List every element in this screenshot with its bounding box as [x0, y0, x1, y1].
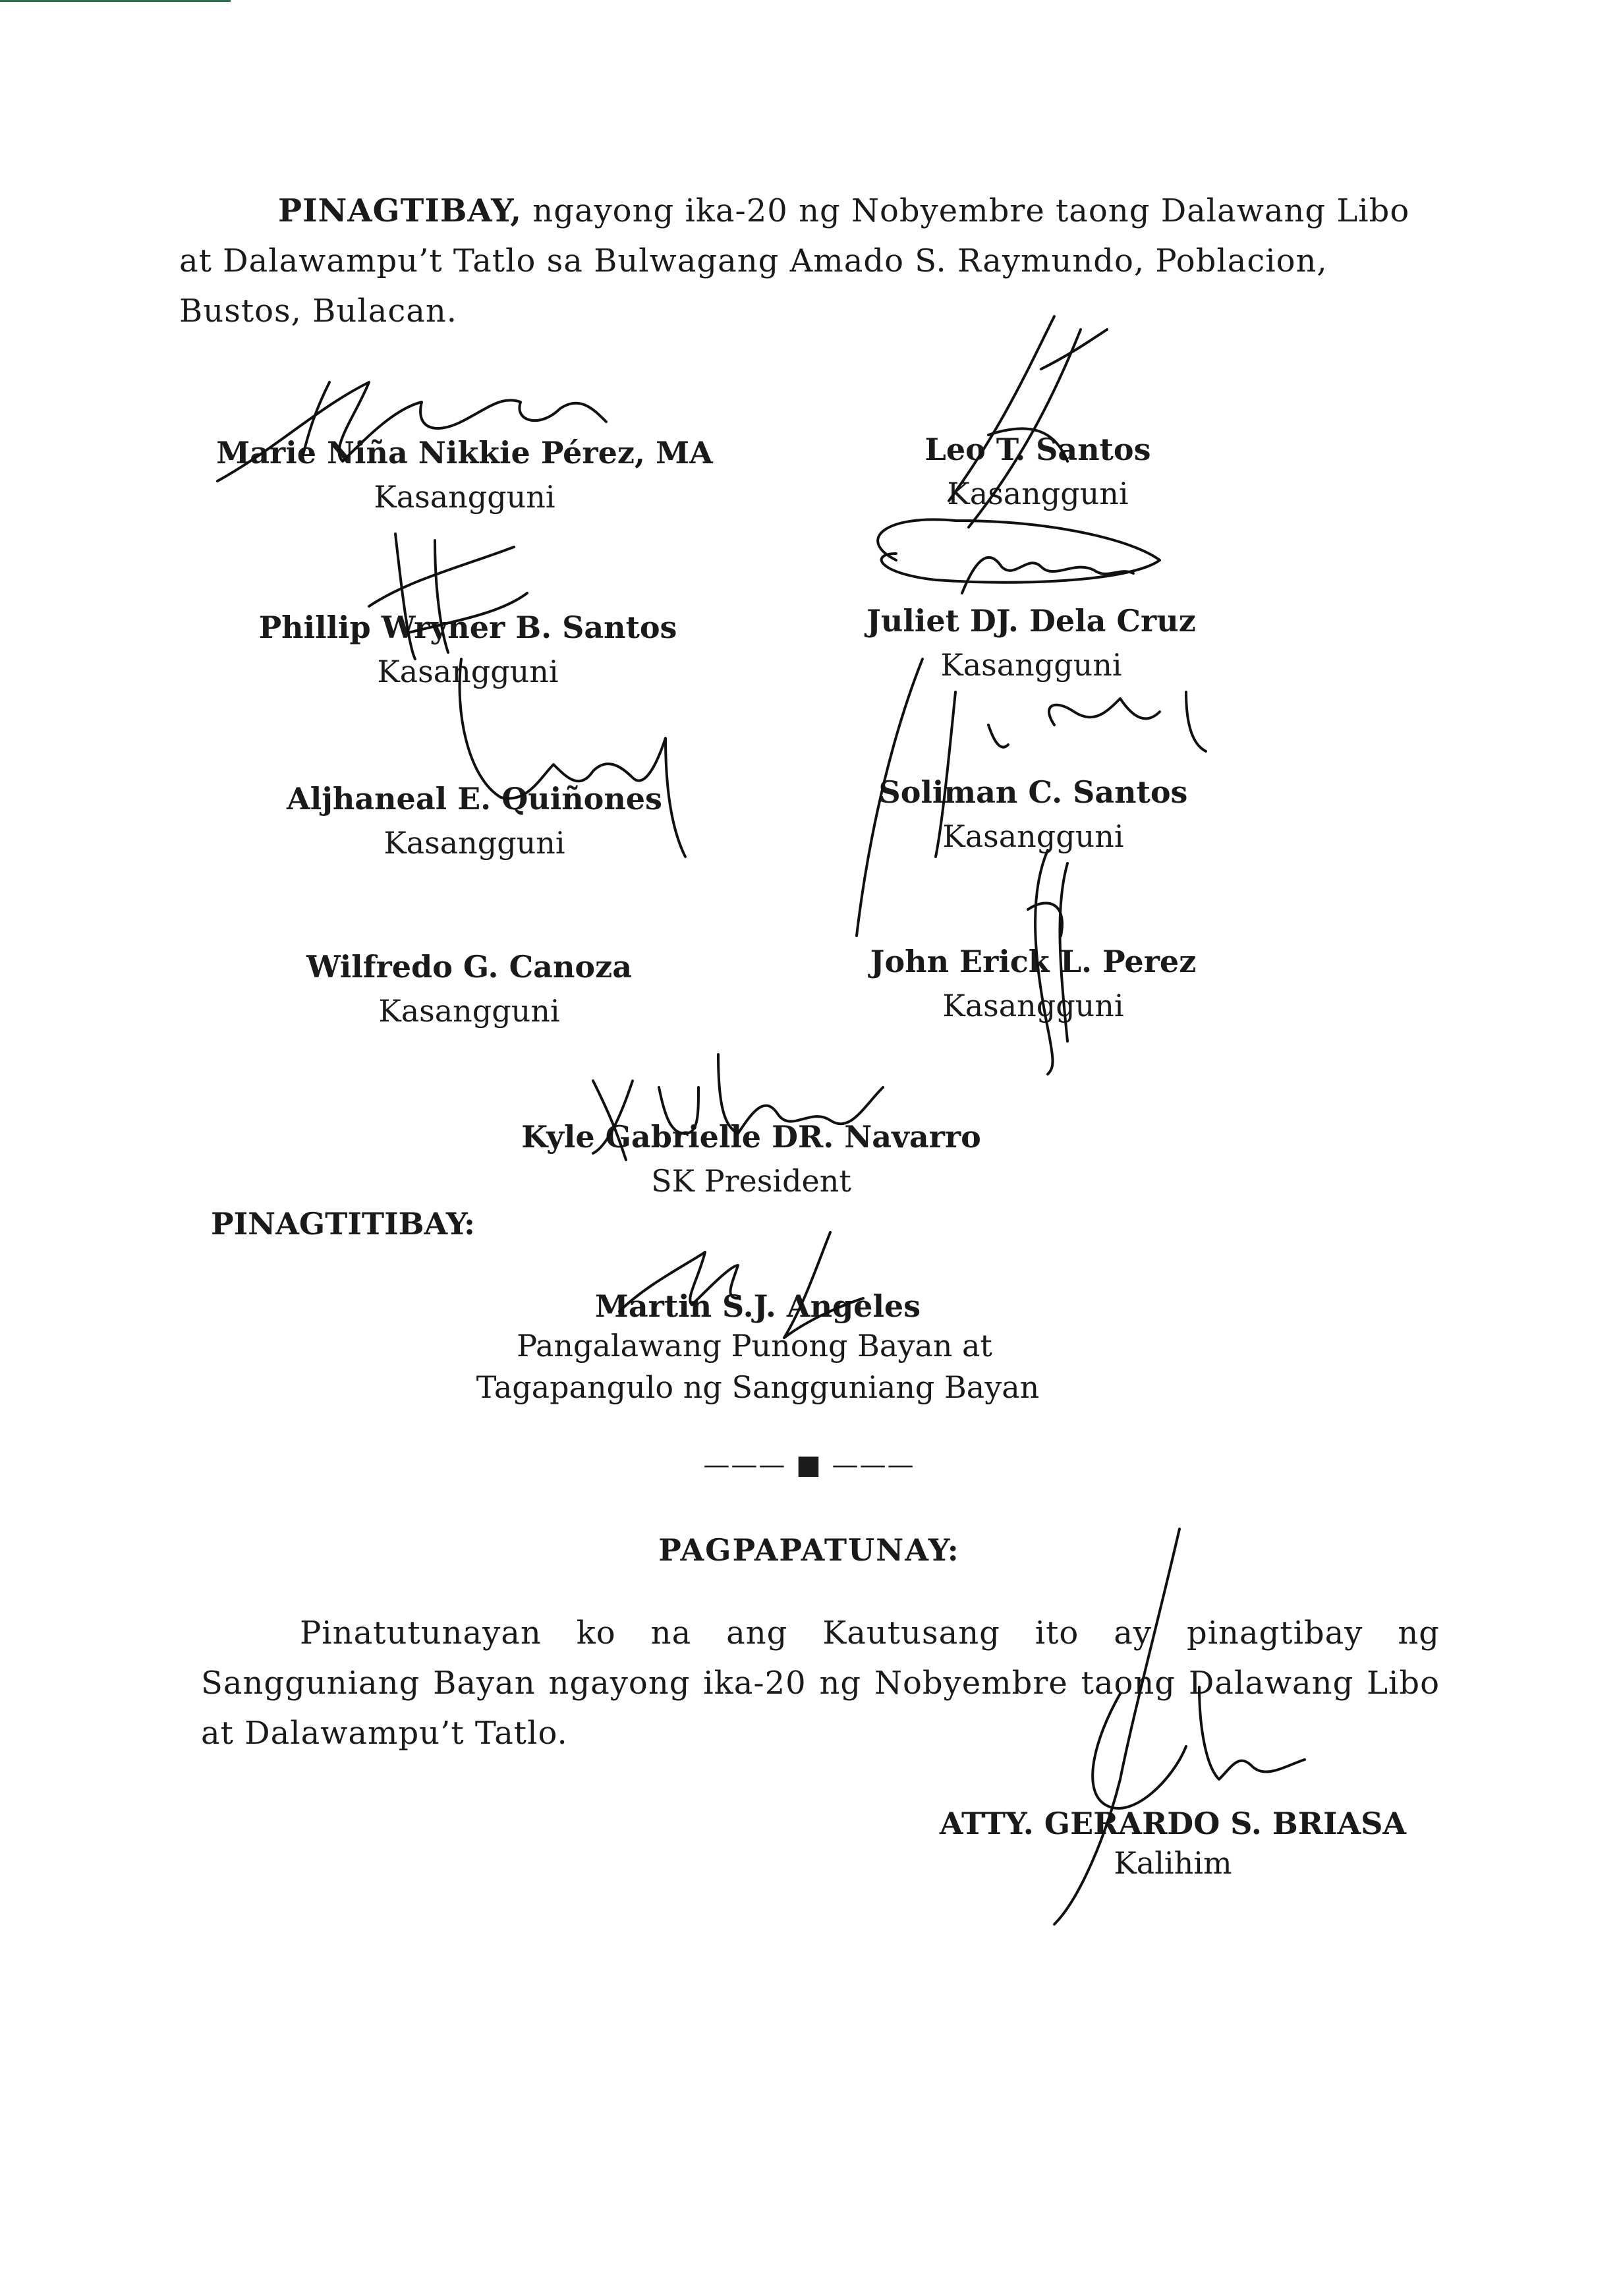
signatory-role: Kasangguni	[378, 993, 560, 1029]
intro-line-1-rest: ngayong ika-20 ng Nobyembre taong Dalawang Libo	[522, 192, 1410, 229]
certification-heading: PAGPAPATUNAY:	[658, 1532, 960, 1568]
signatory-name: Soliman C. Santos	[878, 774, 1188, 810]
signatory-role: Kasangguni	[374, 479, 555, 515]
intro-paragraph	[179, 186, 1431, 336]
certification-line-3: at Dalawampu’t Tatlo.	[201, 1715, 568, 1752]
signatory-name: Wilfredo G. Canoza	[306, 949, 633, 985]
signatory-role: Kasangguni	[383, 825, 565, 861]
certification-role: Kalihim	[1114, 1845, 1232, 1881]
signatory-name: Juliet DJ. Dela Cruz	[866, 603, 1196, 639]
signatory-role: SK President	[651, 1163, 851, 1199]
certification-name: ATTY. GERARDO S. BRIASA	[939, 1806, 1407, 1841]
signatory-role: Kasangguni	[942, 988, 1124, 1023]
section-separator: ——— ■ ———	[703, 1450, 915, 1480]
approval-role-line-2: Tagapangulo ng Sangguniang Bayan	[476, 1369, 1040, 1405]
approval-heading: PINAGTITIBAY:	[211, 1206, 476, 1242]
signatory-name: Marie Niña Nikkie Pérez, MA	[216, 435, 713, 471]
approval-role-line-1: Pangalawang Punong Bayan at	[517, 1328, 992, 1363]
intro-line-1	[179, 186, 1431, 236]
signatory-name: Leo T. Santos	[924, 432, 1151, 467]
signatory-name: Phillip Wryner B. Santos	[258, 610, 677, 645]
scan-edge-line	[0, 0, 231, 2]
signatory-role: Kasangguni	[940, 647, 1122, 683]
intro-line-2: at Dalawampu’t Tatlo sa Bulwagang Amado S. Raymundo, Poblacion,	[179, 243, 1328, 279]
certification-line-1: Pinatutunayan ko na ang Kautusang ito ay pinagtibay ng	[300, 1615, 1440, 1651]
signatory-role: Kasangguni	[947, 476, 1129, 511]
signatory-name: John Erick L. Perez	[870, 944, 1197, 979]
signatory-name: Kyle Gabrielle DR. Navarro	[521, 1119, 981, 1155]
intro-line-3: Bustos, Bulacan.	[179, 293, 457, 330]
signatory-name: Aljhaneal E. Quiñones	[287, 781, 662, 817]
certification-line-2: Sangguniang Bayan ngayong ika-20 ng Nobyembre taong Dalawang Libo	[201, 1665, 1440, 1702]
signature-dela-cruz	[878, 519, 1160, 593]
approval-name: Martin S.J. Angeles	[594, 1288, 921, 1324]
signatory-role: Kasangguni	[942, 818, 1124, 854]
signatory-role: Kasangguni	[377, 654, 559, 689]
certification-paragraph	[201, 1608, 1440, 1758]
intro-lead: PINAGTIBAY,	[278, 192, 523, 229]
